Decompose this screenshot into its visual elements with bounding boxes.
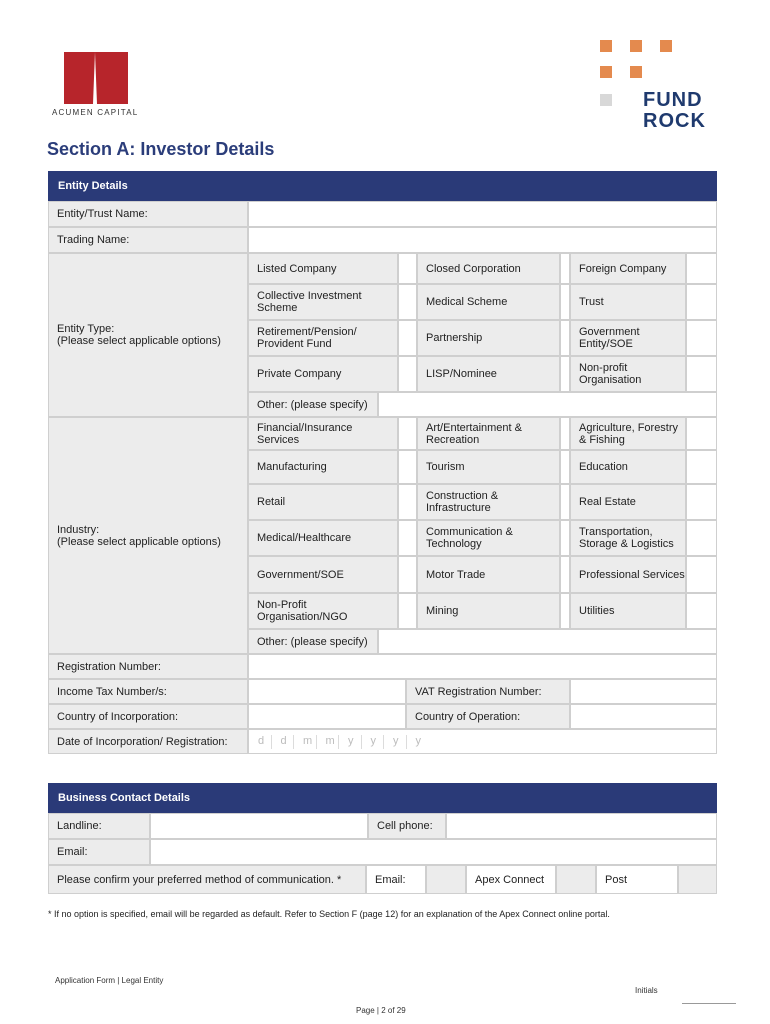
industry-option-label: Agriculture, Forestry & Fishing — [579, 421, 679, 446]
entity-type-option-0-0 — [248, 253, 398, 284]
entity-trust-name-label: Entity/Trust Name: — [48, 201, 248, 227]
industry-checkbox-3-0[interactable] — [398, 520, 417, 556]
date-digit-placeholder: d — [258, 735, 265, 747]
date-digit-placeholder: d — [280, 735, 287, 747]
entity-details-header-label: Entity Details — [58, 180, 128, 192]
entity-type-option-label: Collective Investment Scheme — [257, 290, 362, 314]
entity-type-checkbox-2-2[interactable] — [686, 320, 717, 356]
date-digit-placeholder: m — [303, 735, 313, 747]
country-incorporation-label: Country of Incorporation: — [48, 704, 248, 729]
industry-checkbox-5-1[interactable] — [560, 593, 570, 629]
entity-type-option-label: Closed Corporation — [426, 262, 521, 275]
industry-option-label: Non-Profit Organisation/NGO — [257, 599, 348, 623]
industry-option-1-0 — [248, 450, 398, 484]
date-digit-placeholder: y — [370, 735, 376, 747]
entity-type-checkbox-0-0[interactable] — [398, 253, 417, 284]
industry-checkbox-3-2[interactable] — [686, 520, 717, 556]
acumen-capital-wordmark: ACUMEN CAPITAL — [52, 108, 139, 117]
entity-type-label: Entity Type: (Please select applicable options) — [48, 253, 248, 417]
email-label: Email: — [48, 839, 150, 865]
initials-line[interactable] — [682, 1003, 736, 1004]
entity-type-option-label: Retirement/Pension/ Provident Fund — [257, 326, 357, 350]
industry-other-input[interactable] — [378, 629, 717, 654]
entity-type-option-label: Private Company — [257, 368, 342, 380]
entity-type-other-input[interactable] — [378, 392, 717, 417]
date-incorporation-field[interactable] — [248, 729, 717, 754]
industry-option-0-1 — [417, 417, 560, 450]
entity-type-checkbox-3-1[interactable] — [560, 356, 570, 392]
industry-option-label: Tourism — [426, 461, 465, 473]
entity-type-checkbox-0-1[interactable] — [560, 253, 570, 284]
entity-type-other-label: Other: (please specify) — [248, 392, 378, 417]
industry-checkbox-1-2[interactable] — [686, 450, 717, 484]
industry-option-label: Manufacturing — [257, 461, 327, 473]
industry-checkbox-0-1[interactable] — [560, 417, 570, 450]
industry-option-5-0 — [248, 593, 398, 629]
footer-page-number: Page | 2 of 29 — [356, 1006, 406, 1015]
industry-checkbox-3-1[interactable] — [560, 520, 570, 556]
country-operation-label: Country of Operation: — [406, 704, 570, 729]
industry-option-4-1 — [417, 556, 560, 593]
email-input[interactable] — [150, 839, 717, 865]
entity-type-option-3-1 — [417, 356, 560, 392]
date-digit-placeholder: y — [415, 735, 421, 747]
country-incorporation-input[interactable] — [248, 704, 406, 729]
fundrock-wordmark — [643, 90, 706, 132]
industry-option-0-2 — [570, 417, 686, 450]
entity-type-option-2-1 — [417, 320, 560, 356]
fundrock-line2: ROCK — [643, 110, 706, 132]
industry-option-label: Art/Entertainment & Recreation — [426, 421, 522, 446]
entity-type-checkbox-2-0[interactable] — [398, 320, 417, 356]
industry-checkbox-4-1[interactable] — [560, 556, 570, 593]
entity-type-option-2-0 — [248, 320, 398, 356]
date-digit-divider — [406, 735, 407, 749]
entity-type-option-label: Trust — [579, 296, 604, 308]
industry-checkbox-5-2[interactable] — [686, 593, 717, 629]
entity-type-checkbox-1-2[interactable] — [686, 284, 717, 320]
industry-option-4-2 — [570, 556, 686, 593]
entity-type-checkbox-1-0[interactable] — [398, 284, 417, 320]
entity-type-option-label: LISP/Nominee — [426, 368, 497, 380]
industry-option-label: Communication & Technology — [426, 526, 513, 550]
industry-option-2-2 — [570, 484, 686, 520]
entity-type-option-2-2 — [570, 320, 686, 356]
entity-type-option-label: Government Entity/SOE — [579, 326, 640, 350]
industry-option-label: Government/SOE — [257, 568, 344, 581]
date-digit-placeholder: m — [325, 735, 335, 747]
entity-type-checkbox-3-2[interactable] — [686, 356, 717, 392]
industry-option-3-0 — [248, 520, 398, 556]
industry-option-1-1 — [417, 450, 560, 484]
industry-option-3-2 — [570, 520, 686, 556]
industry-checkbox-0-0[interactable] — [398, 417, 417, 450]
registration-number-input[interactable] — [248, 654, 717, 679]
method-post-label: Post — [596, 865, 678, 894]
entity-type-checkbox-0-2[interactable] — [686, 253, 717, 284]
entity-type-option-label: Partnership — [426, 332, 483, 344]
vat-registration-label: VAT Registration Number: — [406, 679, 570, 704]
industry-option-label: Real Estate — [579, 496, 636, 508]
industry-option-5-2 — [570, 593, 686, 629]
vat-registration-input[interactable] — [570, 679, 717, 704]
industry-option-0-0 — [248, 417, 398, 450]
method-post-checkbox[interactable] — [678, 865, 717, 894]
industry-checkbox-1-1[interactable] — [560, 450, 570, 484]
entity-type-option-3-2 — [570, 356, 686, 392]
entity-type-option-1-2 — [570, 284, 686, 320]
entity-type-option-1-0 — [248, 284, 398, 320]
method-email-checkbox[interactable] — [426, 865, 466, 894]
entity-type-option-label: Foreign Company — [579, 262, 667, 275]
entity-type-option-0-2 — [570, 253, 686, 284]
entity-trust-name-input[interactable] — [248, 201, 717, 227]
industry-option-label: Construction & Infrastructure — [426, 490, 499, 514]
entity-type-option-label: Non-profit Organisation — [579, 362, 642, 386]
industry-option-label: Motor Trade — [426, 568, 486, 581]
date-digit-divider — [383, 735, 384, 749]
industry-label: Industry: (Please select applicable options) — [48, 417, 248, 654]
industry-option-label: Education — [579, 461, 628, 473]
date-digit-divider — [293, 735, 294, 749]
entity-type-option-1-1 — [417, 284, 560, 320]
entity-type-option-0-1 — [417, 253, 560, 284]
industry-checkbox-2-1[interactable] — [560, 484, 570, 520]
industry-option-3-1 — [417, 520, 560, 556]
entity-type-option-3-0 — [248, 356, 398, 392]
entity-type-option-label: Medical Scheme — [426, 296, 508, 308]
footnote: * If no option is specified, email will be regarded as default. Refer to Section F (page 12) for an explanation of the Apex Connect online portal. — [48, 909, 610, 919]
industry-option-label: Professional Services — [579, 568, 685, 581]
entity-type-option-label: Listed Company — [257, 262, 337, 275]
trading-name-input[interactable] — [248, 227, 717, 253]
entity-type-checkbox-2-1[interactable] — [560, 320, 570, 356]
industry-option-2-1 — [417, 484, 560, 520]
industry-option-label: Mining — [426, 605, 459, 617]
date-digit-placeholder: y — [348, 735, 354, 747]
acumen-capital-logo — [64, 52, 128, 104]
industry-checkbox-2-0[interactable] — [398, 484, 417, 520]
date-digit-divider — [316, 735, 317, 749]
industry-option-2-0 — [248, 484, 398, 520]
industry-other-label: Other: (please specify) — [248, 629, 378, 654]
entity-details-header — [48, 171, 717, 201]
business-contact-header-label: Business Contact Details — [58, 792, 191, 804]
industry-option-1-2 — [570, 450, 686, 484]
date-digit-divider — [361, 735, 362, 749]
landline-input[interactable] — [150, 813, 368, 839]
trading-name-label: Trading Name: — [48, 227, 248, 253]
date-incorporation-label: Date of Incorporation/ Registration: — [48, 729, 248, 754]
method-email-label: Email: — [366, 865, 426, 894]
date-digit-divider — [338, 735, 339, 749]
fundrock-line1: FUND — [643, 89, 703, 111]
entity-type-checkbox-1-1[interactable] — [560, 284, 570, 320]
industry-checkbox-5-0[interactable] — [398, 593, 417, 629]
industry-checkbox-1-0[interactable] — [398, 450, 417, 484]
industry-checkbox-4-0[interactable] — [398, 556, 417, 593]
income-tax-input[interactable] — [248, 679, 406, 704]
income-tax-label: Income Tax Number/s: — [48, 679, 248, 704]
industry-option-label: Retail — [257, 496, 286, 508]
footer-initials: Initials — [635, 986, 658, 995]
industry-option-4-0 — [248, 556, 398, 593]
industry-option-label: Medical/Healthcare — [257, 532, 352, 544]
industry-option-label: Financial/Insurance Services — [257, 421, 353, 446]
section-title: Section A: Investor Details — [47, 139, 275, 159]
method-apex-checkbox[interactable] — [556, 865, 596, 894]
country-operation-input[interactable] — [570, 704, 717, 729]
cell-phone-input[interactable] — [446, 813, 717, 839]
business-contact-header — [48, 783, 717, 813]
industry-checkbox-4-2[interactable] — [686, 556, 717, 593]
registration-number-label: Registration Number: — [48, 654, 248, 679]
industry-option-label: Transportation, Storage & Logistics — [579, 526, 674, 550]
footer-form-name: Application Form | Legal Entity — [55, 976, 164, 985]
cell-phone-label: Cell phone: — [368, 813, 446, 839]
industry-option-label: Utilities — [579, 605, 615, 617]
industry-option-5-1 — [417, 593, 560, 629]
industry-checkbox-0-2[interactable] — [686, 417, 717, 450]
method-apex-label: Apex Connect — [466, 865, 556, 894]
date-digit-divider — [271, 735, 272, 749]
landline-label: Landline: — [48, 813, 150, 839]
date-digit-placeholder: y — [393, 735, 399, 747]
preferred-method-label: Please confirm your preferred method of communication. * — [48, 865, 366, 894]
entity-type-checkbox-3-0[interactable] — [398, 356, 417, 392]
industry-checkbox-2-2[interactable] — [686, 484, 717, 520]
